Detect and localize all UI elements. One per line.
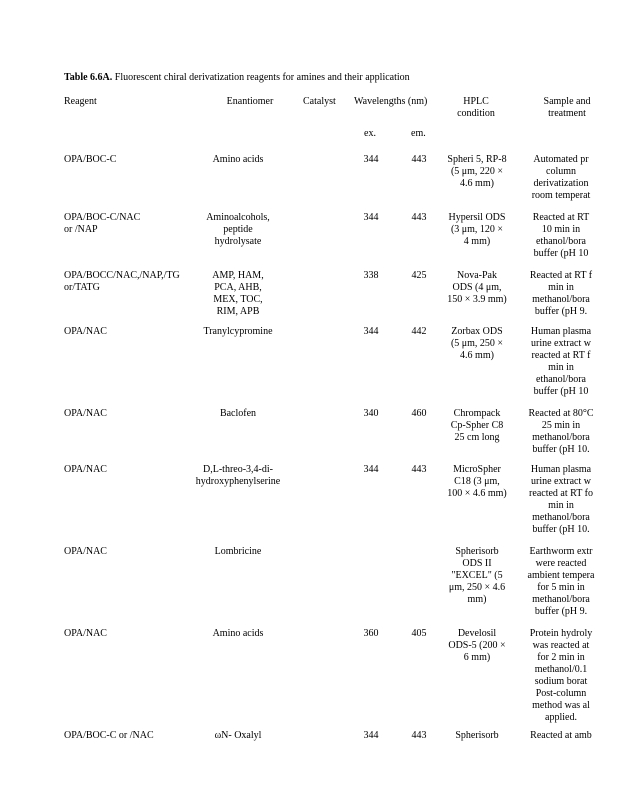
cell-hplc [440, 730, 514, 742]
cell-em: 443 [411, 730, 427, 741]
cell-line: ODS (4 μm, [452, 282, 502, 293]
cell-enantiomer [182, 628, 294, 640]
cell-line: (5 μm, 250 × [450, 338, 504, 349]
cell-enantiomer [182, 546, 294, 558]
cell-line: methanol/0.1 [534, 664, 588, 675]
cell-sample [518, 212, 590, 260]
cell-line: Spherisorb [455, 546, 499, 557]
cell-enantiomer [182, 408, 294, 420]
cell-line: 10 min in [541, 224, 581, 235]
cell-line: OPA/BOCC/NAC,/NAP,/TG [64, 270, 180, 281]
cell-enantiomer [182, 154, 294, 166]
cell-line: buffer (pH 10 [533, 248, 589, 259]
cell-line: derivatization [533, 178, 589, 189]
cell-line: 6 mm) [463, 652, 491, 663]
cell-line: ambient tempera [527, 570, 595, 581]
cell-line: for 5 min in [537, 582, 585, 593]
cell-sample [518, 730, 592, 742]
cell-line: OPA/BOC-C or /NAC [64, 730, 154, 741]
cell-line: or/TATG [64, 282, 100, 293]
cell-em: 425 [411, 270, 427, 281]
cell-hplc [440, 270, 514, 306]
cell-em: 443 [411, 212, 427, 223]
cell-line: (3 μm, 120 × [450, 224, 504, 235]
cell-line: ωN- Oxalyl [214, 730, 262, 741]
cell-line: mm) [467, 594, 487, 605]
cell-line: buffer (pH 10. [532, 444, 590, 455]
cell-line: hydrolysate [214, 236, 262, 247]
cell-line: column [546, 166, 576, 177]
header-hplc: HPLC condition [457, 96, 495, 119]
cell-hplc [440, 408, 514, 444]
cell-line: Amino acids [212, 628, 264, 639]
cell-line: Reacted at RT f [529, 270, 593, 281]
cell-line: min in [548, 282, 574, 293]
cell-line: reacted at RT f [531, 350, 591, 361]
header-sample: Sample and treatment [543, 96, 591, 119]
cell-line: Reacted at 80°C [528, 408, 594, 419]
cell-line: Zorbax ODS [451, 326, 503, 337]
cell-line: ODS-5 (200 × [448, 640, 506, 651]
header-reagent: Reagent [64, 96, 97, 107]
header-em: em. [411, 128, 426, 139]
cell-em: 460 [411, 408, 427, 419]
cell-ex: 360 [363, 628, 379, 639]
cell-line: Nova-Pak [457, 270, 497, 281]
cell-line: method was al [532, 700, 590, 711]
cell-ex: 344 [363, 730, 379, 741]
cell-line: Human plasma [530, 326, 592, 337]
cell-line: μm, 250 × 4.6 [448, 582, 506, 593]
cell-line: was reacted at [532, 640, 590, 651]
cell-line: MEX, TOC, [213, 294, 263, 305]
cell-enantiomer [182, 464, 294, 488]
cell-line: Cp-Spher C8 [450, 420, 504, 431]
cell-line: or /NAP [64, 224, 98, 235]
cell-line: sodium borat [534, 676, 588, 687]
cell-line: Reacted at amb [530, 730, 592, 741]
cell-line: buffer (pH 10. [532, 524, 590, 535]
cell-line: ODS II [462, 558, 492, 569]
cell-line: Protein hydroly [529, 628, 593, 639]
cell-line: hydroxyphenylserine [195, 476, 281, 487]
cell-line: were reacted [535, 558, 587, 569]
header-ex: ex. [364, 128, 376, 139]
cell-line: urine extract w [531, 338, 591, 349]
cell-line: min in [548, 500, 574, 511]
header-wavelengths: Wavelengths (nm) [354, 96, 428, 107]
cell-line: OPA/NAC [64, 628, 107, 639]
cell-line: Aminoalcohols, [206, 212, 270, 223]
cell-line: applied. [545, 712, 577, 723]
cell-ex: 338 [363, 270, 379, 281]
cell-line: OPA/NAC [64, 464, 107, 475]
cell-line: ethanol/bora [536, 236, 586, 247]
cell-line: Hypersil ODS [448, 212, 506, 223]
cell-line: OPA/BOC-C [64, 154, 117, 165]
cell-line: for 2 min in [537, 652, 585, 663]
cell-line: Chrompack [453, 408, 501, 419]
table-title: Table 6.6A. Fluorescent chiral derivatization reagents for amines and their application [64, 72, 410, 83]
cell-line: buffer (pH 9. [534, 606, 588, 617]
cell-line: (5 μm, 220 × [450, 166, 504, 177]
cell-enantiomer [182, 326, 294, 338]
cell-ex: 344 [363, 212, 379, 223]
cell-line: "EXCEL" (5 [451, 570, 503, 581]
cell-em: 443 [411, 154, 427, 165]
cell-line: 100 × 4.6 mm) [447, 488, 507, 499]
cell-line: Reacted at RT [532, 212, 590, 223]
cell-hplc [440, 628, 514, 664]
cell-line: 4 mm) [463, 236, 491, 247]
header-enantiomer: Enantiomer [226, 96, 274, 107]
cell-line: MicroSpher [453, 464, 501, 475]
cell-line: Earthworm extr [529, 546, 593, 557]
cell-em: 405 [411, 628, 427, 639]
cell-line: OPA/BOC-C/NAC [64, 212, 141, 223]
cell-line: methanol/bora [532, 512, 590, 523]
cell-line: AMP, HAM, [212, 270, 264, 281]
cell-line: urine extract w [531, 476, 591, 487]
cell-line: room temperat [531, 190, 591, 201]
cell-line: OPA/NAC [64, 546, 107, 557]
cell-line: 25 min in [541, 420, 581, 431]
cell-line: D,L-threo-3,4-di- [203, 464, 273, 475]
cell-line: Spheri 5, RP-8 [447, 154, 507, 165]
cell-line: methanol/bora [532, 294, 590, 305]
cell-ex: 344 [363, 154, 379, 165]
cell-line: 4.6 mm) [460, 178, 494, 189]
cell-line: methanol/bora [532, 594, 590, 605]
cell-line: OPA/NAC [64, 408, 107, 419]
cell-hplc [440, 212, 514, 248]
cell-line: buffer (pH 10 [533, 386, 589, 397]
cell-sample [518, 154, 591, 202]
cell-line: Automated pr [533, 154, 589, 165]
cell-sample [518, 546, 595, 618]
cell-enantiomer [182, 212, 294, 248]
cell-line: Human plasma [530, 464, 592, 475]
cell-enantiomer [182, 730, 294, 742]
cell-em: 443 [411, 464, 427, 475]
cell-sample [518, 408, 594, 456]
cell-line: buffer (pH 9. [534, 306, 588, 317]
cell-line: Develosil [457, 628, 497, 639]
cell-line: peptide [223, 224, 253, 235]
cell-line: ethanol/bora [536, 374, 586, 385]
cell-hplc [440, 464, 514, 500]
cell-line: 4.6 mm) [460, 350, 494, 361]
cell-line: methanol/bora [532, 432, 590, 443]
cell-line: 150 × 3.9 mm) [447, 294, 507, 305]
cell-line: Lombricine [214, 546, 262, 557]
cell-line: C18 (3 μm, [454, 476, 500, 487]
cell-line: 25 cm long [454, 432, 500, 443]
cell-ex: 344 [363, 464, 379, 475]
cell-line: min in [548, 362, 574, 373]
cell-line: Post-column [535, 688, 587, 699]
cell-hplc [440, 546, 514, 606]
cell-line: RIM, APB [216, 306, 260, 317]
cell-enantiomer [182, 270, 294, 318]
cell-line: Baclofen [219, 408, 257, 419]
cell-ex: 344 [363, 326, 379, 337]
cell-line: Tranylcypromine [203, 326, 273, 337]
cell-sample [518, 628, 593, 724]
cell-sample [518, 326, 592, 398]
cell-hplc [440, 154, 514, 190]
cell-line: Spherisorb [455, 730, 499, 741]
cell-line: PCA, AHB, [214, 282, 262, 293]
cell-line: OPA/NAC [64, 326, 107, 337]
cell-line: reacted at RT fo [529, 488, 593, 499]
cell-em: 442 [411, 326, 427, 337]
header-catalyst: Catalyst [303, 96, 336, 107]
cell-sample [518, 464, 593, 536]
cell-sample [518, 270, 593, 318]
cell-line: Amino acids [212, 154, 264, 165]
cell-ex: 340 [363, 408, 379, 419]
cell-hplc [440, 326, 514, 362]
